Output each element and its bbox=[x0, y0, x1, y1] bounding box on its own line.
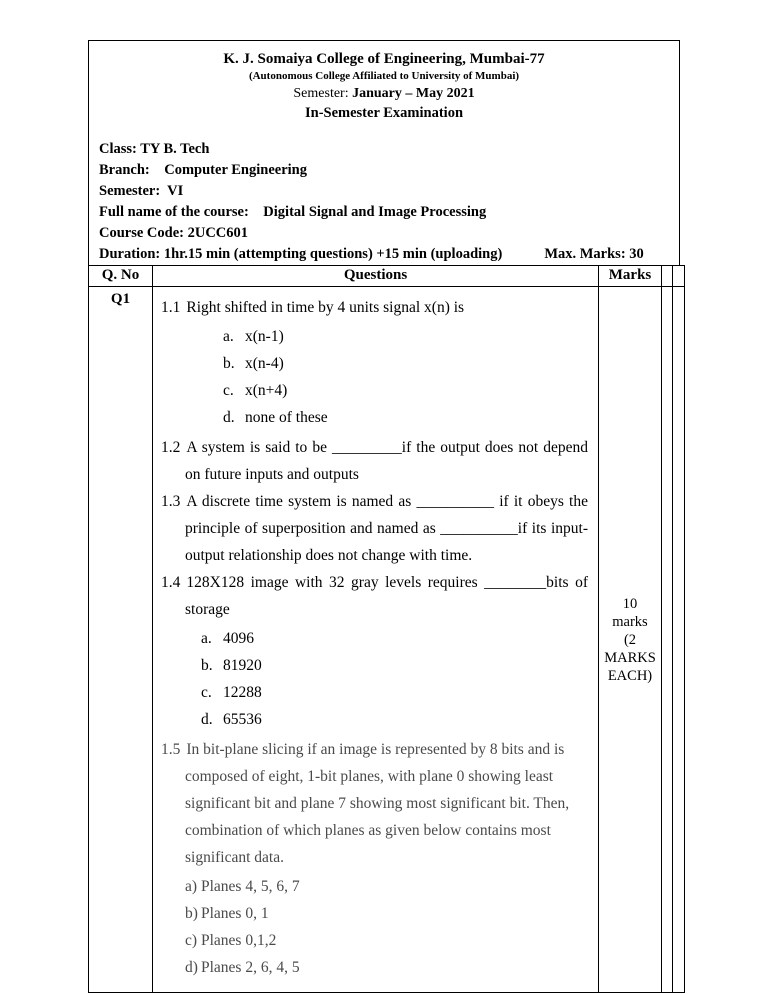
option-text: none of these bbox=[245, 409, 328, 426]
option-marker: d. bbox=[223, 409, 235, 426]
header-qno: Q. No bbox=[89, 266, 153, 286]
option-b bbox=[223, 350, 588, 377]
question-1-5-number: 1.5 bbox=[161, 741, 181, 758]
exam-info-block bbox=[99, 139, 669, 265]
option-text: 12288 bbox=[223, 684, 262, 701]
option-b bbox=[185, 900, 588, 927]
question-1-5-text: In bit-plane slicing if an image is represented by 8 bits and is composed of eight, 1-bit planes, with plane 0 showing least significant bit and plane 7 showing most significant bit. Then, combination of which planes as given below contains most significant data. bbox=[185, 741, 570, 866]
question-1-1-number: 1.1 bbox=[161, 299, 181, 316]
question-1-3-text: A discrete time system is named as __________ if it obeys the principle of superposition and named as __________if its input-output relationship does not change with time. bbox=[185, 493, 588, 564]
option-a bbox=[223, 323, 588, 350]
semester-label: Semester: bbox=[293, 86, 353, 101]
option-marker: d. bbox=[201, 711, 213, 728]
table-body-row bbox=[89, 287, 684, 992]
option-marker: a) bbox=[185, 878, 198, 895]
question-1-1 bbox=[161, 294, 588, 321]
header-empty-col-2 bbox=[673, 266, 684, 286]
option-text: x(n+4) bbox=[245, 382, 288, 399]
option-marker: b) bbox=[185, 905, 198, 922]
option-d bbox=[185, 954, 588, 981]
class-line: Class: TY B. Tech bbox=[99, 141, 210, 157]
option-text: 65536 bbox=[223, 711, 262, 728]
option-text: Planes 2, 6, 4, 5 bbox=[201, 959, 300, 976]
question-number-cell: Q1 bbox=[89, 287, 153, 992]
option-marker: a. bbox=[201, 630, 212, 647]
question-1-2-number: 1.2 bbox=[161, 439, 181, 456]
option-text: Planes 4, 5, 6, 7 bbox=[201, 878, 300, 895]
question-1-5 bbox=[161, 736, 588, 871]
option-text: 4096 bbox=[223, 630, 254, 647]
exam-header-box bbox=[88, 40, 680, 278]
question-1-5-options bbox=[185, 873, 588, 981]
question-1-4 bbox=[161, 569, 588, 623]
header-questions: Questions bbox=[153, 266, 599, 286]
option-text: x(n-1) bbox=[245, 328, 284, 345]
option-text: Planes 0, 1 bbox=[201, 905, 269, 922]
branch-line: Branch: Computer Engineering bbox=[99, 162, 307, 178]
course-code-line: Course Code: 2UCC601 bbox=[99, 225, 249, 241]
option-text: Planes 0,1,2 bbox=[201, 932, 277, 949]
option-marker: b. bbox=[223, 355, 235, 372]
option-c bbox=[223, 377, 588, 404]
questions-table bbox=[88, 265, 685, 993]
semester-number-line: Semester: VI bbox=[99, 183, 184, 199]
option-marker: b. bbox=[201, 657, 213, 674]
exam-title: In-Semester Examination bbox=[304, 105, 464, 121]
option-a bbox=[185, 873, 588, 900]
question-1-4-options bbox=[201, 625, 588, 733]
question-1-1-text: Right shifted in time by 4 units signal x(n) is bbox=[186, 299, 465, 316]
college-name: K. J. Somaiya College of Engineering, Mumbai-77 bbox=[223, 51, 545, 67]
table-header-row bbox=[89, 266, 684, 287]
option-text: 81920 bbox=[223, 657, 262, 674]
option-c bbox=[185, 927, 588, 954]
duration-text: Duration: 1hr.15 min (attempting questions) +15 min (uploading) bbox=[99, 246, 503, 262]
college-affiliation: (Autonomous College Affiliated to University of Mumbai) bbox=[248, 70, 520, 82]
question-1-2 bbox=[161, 434, 588, 488]
duration-line bbox=[99, 244, 669, 265]
option-marker: c) bbox=[185, 932, 198, 949]
marks-cell: 10 marks (2 MARKS EACH) bbox=[599, 287, 662, 992]
option-marker: c. bbox=[223, 382, 234, 399]
question-1-3-number: 1.3 bbox=[161, 493, 181, 510]
course-name-line: Full name of the course: Digital Signal and Image Processing bbox=[99, 204, 487, 220]
question-1-2-text: A system is said to be _________if the output does not depend on future inputs and outputs bbox=[185, 439, 588, 483]
questions-cell bbox=[153, 287, 599, 992]
question-1-1-options bbox=[223, 323, 588, 431]
question-1-4-text: 128X128 image with 32 gray levels requires ________bits of storage bbox=[185, 574, 588, 618]
max-marks: Max. Marks: 30 bbox=[544, 246, 644, 262]
semester-value: January – May 2021 bbox=[352, 86, 475, 101]
option-d bbox=[223, 404, 588, 431]
option-text: x(n-4) bbox=[245, 355, 284, 372]
option-b bbox=[201, 652, 588, 679]
header-empty-col-1 bbox=[662, 266, 673, 286]
option-d bbox=[201, 706, 588, 733]
empty-col-2 bbox=[673, 287, 684, 992]
option-marker: a. bbox=[223, 328, 234, 345]
question-1-3 bbox=[161, 488, 588, 569]
header-marks: Marks bbox=[599, 266, 662, 286]
semester-line bbox=[99, 84, 669, 103]
empty-col-1 bbox=[662, 287, 673, 992]
option-marker: d) bbox=[185, 959, 198, 976]
option-marker: c. bbox=[201, 684, 212, 701]
option-a bbox=[201, 625, 588, 652]
question-1-4-number: 1.4 bbox=[161, 574, 181, 591]
option-c bbox=[201, 679, 588, 706]
